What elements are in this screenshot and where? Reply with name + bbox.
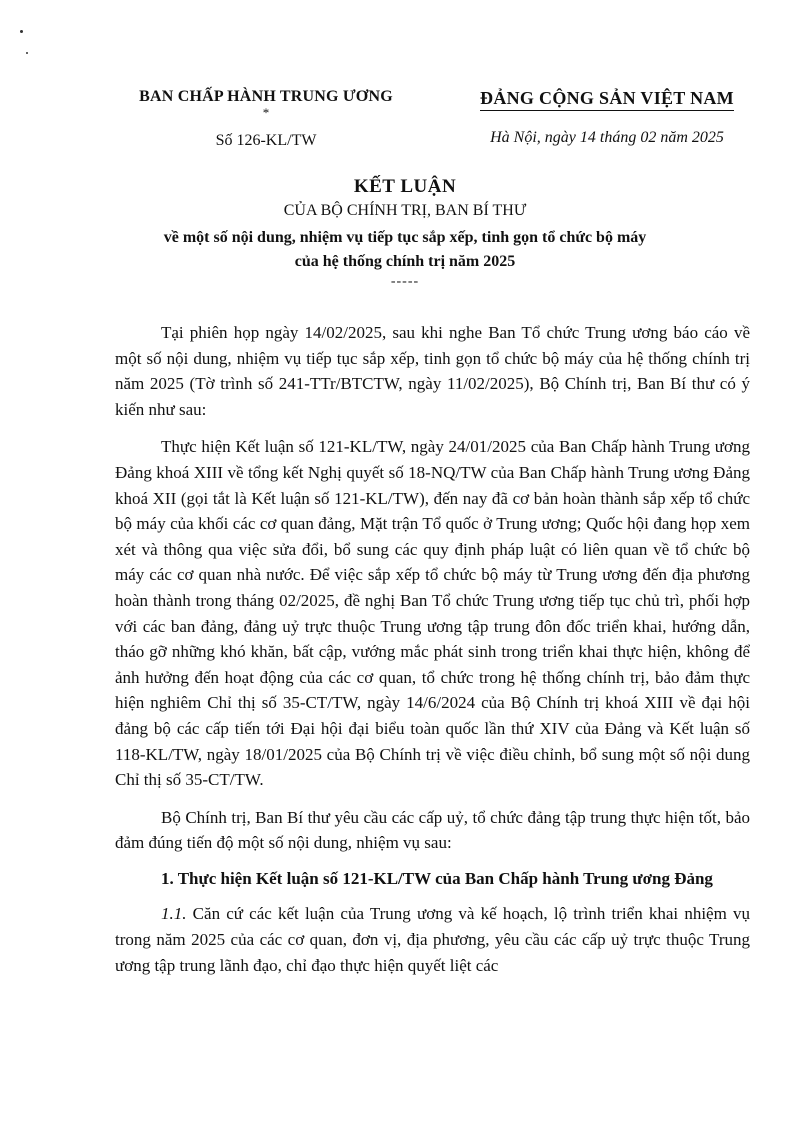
organization-name: BAN CHẤP HÀNH TRUNG ƯƠNG <box>139 88 393 105</box>
scan-speck <box>26 52 28 54</box>
document-title: KẾT LUẬN <box>353 176 457 197</box>
party-name: ĐẢNG CỘNG SẢN VIỆT NAM <box>480 88 734 111</box>
subject-line-1: về một số nội dung, nhiệm vụ tiếp tục sắp xếp, tinh gọn tổ chức bộ máy <box>163 229 647 246</box>
document-number: Số 126-KL/TW <box>215 132 317 149</box>
document-body <box>115 320 750 990</box>
paragraph-intro: Tại phiên họp ngày 14/02/2025, sau khi nghe Ban Tổ chức Trung ương báo cáo về một số nội dung, nhiệm vụ tiếp tục sắp xếp, tinh gọn tổ chức bộ máy của hệ thống chính trị năm 2025 (Tờ trình số 241-TTr/BTCTW, ngày 11/02/2025), Bộ Chính trị, Ban Bí thư có ý kiến như sau: <box>115 323 750 419</box>
paragraph-requirements: Bộ Chính trị, Ban Bí thư yêu cầu các cấp uỷ, tổ chức đảng tập trung thực hiện tốt, bảo đảm đúng tiến độ một số nội dung, nhiệm vụ sau: <box>115 807 750 853</box>
section-heading-1: 1. Thực hiện Kết luận số 121-KL/TW của Ban Chấp hành Trung ương Đảng <box>161 868 713 888</box>
title-block <box>100 176 710 290</box>
subject-line-2: của hệ thống chính trị năm 2025 <box>294 253 516 270</box>
star-mark: * <box>262 105 270 120</box>
item-text: Căn cứ các kết luận của Trung ương và kế hoạch, lộ trình triển khai nhiệm vụ trong năm 2025 của các cơ quan, đơn vị, địa phương, yêu cầu các cấp uỷ trực thuộc Trung ương tập trung lãnh đạo, chỉ đạo thực hiện quyết liệt các <box>115 904 750 975</box>
issuer-line: CỦA BỘ CHÍNH TRỊ, BAN BÍ THƯ <box>283 202 527 219</box>
header-right <box>452 88 762 147</box>
separator: ----- <box>390 274 420 289</box>
header-left <box>108 88 424 150</box>
scan-speck <box>20 30 23 33</box>
subject-line <box>100 226 710 274</box>
issue-date: Hà Nội, ngày 14 tháng 02 năm 2025 <box>490 129 724 146</box>
paragraph-context: Thực hiện Kết luận số 121-KL/TW, ngày 24/01/2025 của Ban Chấp hành Trung ương Đảng khoá XIII về tổng kết Nghị quyết số 18-NQ/TW của Ban Chấp hành Trung ương Đảng khoá XII (gọi tắt là Kết luận số 121-KL/TW), đến nay đã cơ bản hoàn thành sắp xếp tổ chức bộ máy của khối các cơ quan đảng, Mặt trận Tổ quốc ở Trung ương; Quốc hội đang họp xem xét và thông qua việc sửa đổi, bổ sung các quy định pháp luật có liên quan về tổ chức bộ máy các cơ quan nhà nước. Để việc sắp xếp tổ chức bộ máy từ Trung ương đến địa phương hoàn thành trong tháng 02/2025, đề nghị Ban Tổ chức Trung ương tiếp tục chủ trì, phối hợp với các ban đảng, đảng uỷ trực thuộc Trung ương tập trung đôn đốc triển khai, hướng dẫn, tháo gỡ những khó khăn, bất cập, vướng mắc phát sinh trong triển khai thực hiện, không để ảnh hưởng đến hoạt động của các cơ quan, tổ chức trong hệ thống chính trị, bảo đảm thực hiện nghiêm Chỉ thị số 35-CT/TW, ngày 14/6/2024 của Bộ Chính trị khoá XIII về đại hội đảng bộ các cấp tiến tới Đại hội đại biểu toàn quốc lần thứ XIV của Đảng và Kết luận số 118-KL/TW, ngày 18/01/2025 của Bộ Chính trị về việc điều chỉnh, bổ sung một số nội dung Chỉ thị số 35-CT/TW. <box>115 437 750 790</box>
item-number: 1.1. <box>161 904 187 924</box>
paragraph-1-1 <box>115 901 750 978</box>
